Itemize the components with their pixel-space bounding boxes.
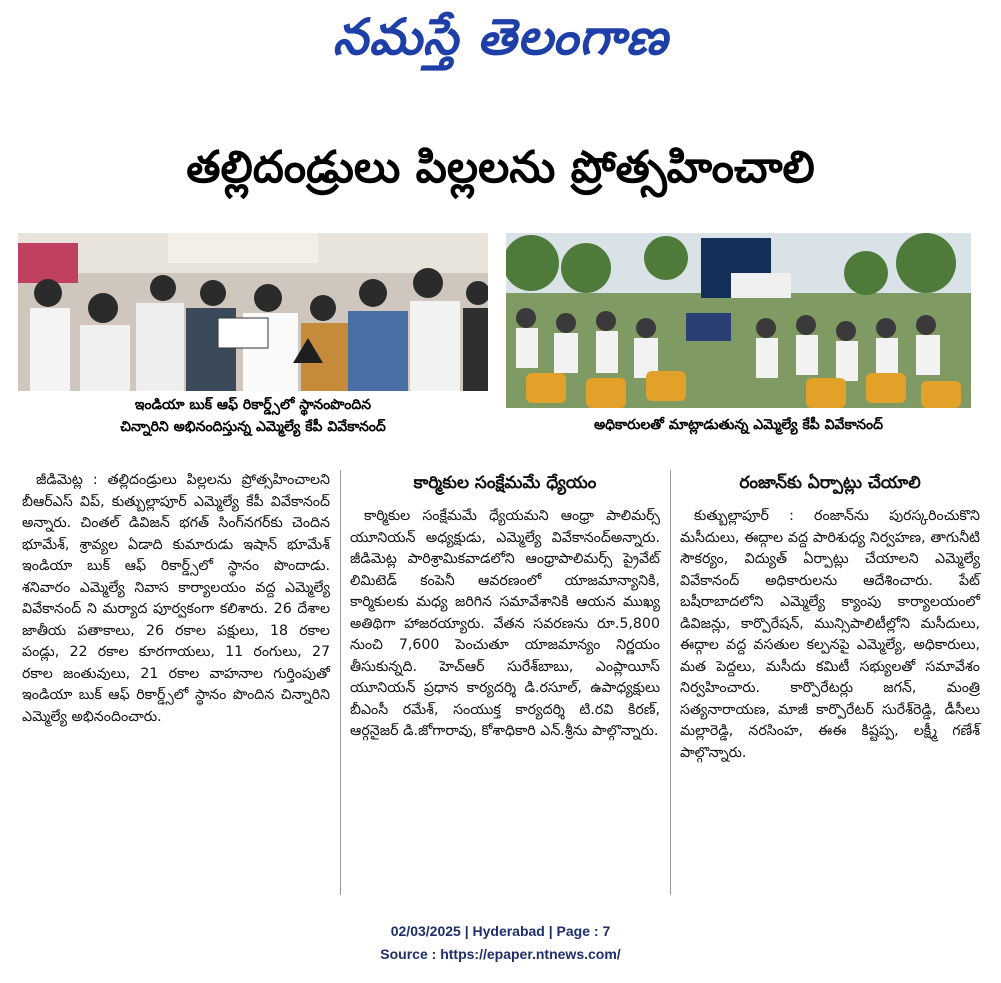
footer-dateline: 02/03/2025 | Hyderabad | Page : 7 [390,923,611,939]
footer-source: Source : https://epaper.ntnews.com/ [380,946,621,962]
article-col3 [680,470,980,764]
article-col3-body: కుత్బుల్లాపూర్ : రంజాన్‌ను పురస్కరించుకొని మసీదులు, ఈద్గాల వద్ద పారిశుధ్య నిర్వహణ, తాగునీటి సౌకర్యం, విద్యుత్ ఏర్పాట్లు చేయాలని ఎమ్మెల్యే వివేకానంద్ అధికారులను ఆదేశించారు. పేట్ బషీరాబాదలోని ఎమ్మెల్యే క్యాంపు కార్యాలయంలో డివిజన్లు, కార్పొరేషన్, మున్సిపాలిటీల్లోని మసీదులు, ఈద్గాల వద్ద వసతుల కల్పనపై ఎమ్మెల్యే, అధికారులు, మత పెద్దలు, మసీదు కమిటీ సభ్యులతో సమావేశం నిర్వహించారు. కార్పొరేటర్లు జగన్, మంత్రి సత్యనారాయణ, మాజీ కార్పొరేటర్ సురేశ్‌రెడ్డి, డీసీలు మల్లారెడ్డి, నరసింహ, ఈఈ కిష్టప్ప, లక్ష్మీ గణేశ్ పాల్గొన్నారు. [680,508,980,761]
photo-right-caption [506,414,971,436]
photo-left [18,233,488,391]
article-col3-heading: రంజాన్‌కు ఏర్పాట్లు చేయాలి [739,473,921,493]
article-col2-body: కార్మికుల సంక్షేమమే ధ్యేయమని ఆంధ్రా పాలిమర్స్ యూనియన్ అధ్యక్షుడు, ఎమ్మెల్యే వివేకానంద్‌అన్నారు. జీడిమెట్ల పారిశ్రామికవాడలోని ఆంధ్రాపాలిమర్స్ ప్రైవేట్ లిమిటెడ్ కంపెనీ ఆవరణంలో యాజమాన్యానికి, కార్మికులకు మధ్య జరిగిన సమావేశానికి ఆయన ముఖ్య అతిథిగా హాజరయ్యారు. వేతన సవరణను రూ.5,800 నుంచి 7,600 పెంచుతూ యాజమాన్యం నిర్ణయం తీసుకున్నది. హెచ్‌ఆర్ సురేశ్‌బాబు, ఎంప్లాయీస్ యూనియన్ ప్రధాన కార్యదర్శి డి.రసూల్, ఉపాధ్యక్షులు బీఎంసీ రమేశ్, సంయుక్త కార్యదర్శి టి.రవి కిరణ్, ఆర్గనైజర్ డి.జోగారావు, కోశాధికారి ఎన్.శ్రీను పాల్గొన్నారు. [350,508,660,739]
article-col1-body: జీడిమెట్ల : తల్లిదండ్రులు పిల్లలను ప్రోత్సహించాలని బీఆర్‌ఎస్ విప్, కుత్బుల్లాపూర్ ఎమ్మెల్యే కేపీ వివేకానంద్ అన్నారు. చింతల్ డివిజన్ భగత్ సింగ్‌నగర్‌కు చెందిన భూమేశ్, శ్రావ్యల ఏడాది కుమారుడు ఇషాన్ భూమేశ్ ఇండియా బుక్ ఆఫ్ రికార్డ్స్‌లో స్థానం పొందాడు. శనివారం ఎమ్మెల్యే నివాస కార్యాలయం వద్ద ఎమ్మెల్యే వివేకానంద్ ని మర్యాద పూర్వకంగా కలిశారు. 26 దేశాల జాతీయ పతాకాలు, 26 రకాల పక్షులు, 18 రకాల పండ్లు, 22 రకాల కూరగాయలు, 11 రంగులు, 27 రకాల జంతువులు, 21 రకాల వాహనాల గుర్తింపుతో ఇండియా బుక్ ఆఫ్ రికార్డ్స్‌లో స్థానం పొందిన చిన్నారిని ఎమ్మెల్యే అభినందించారు. [22,472,330,725]
photo-left-caption-line2: చిన్నారిని అభినందిస్తున్న ఎమ్మెల్యే కేపీ వివేకానంద్ [120,419,386,435]
photo-left-caption-line1: ఇండియా బుక్ ఆఫ్ రికార్డ్స్‌లో స్థానంపొందిన [134,397,372,413]
column-divider-2 [670,470,671,895]
photo-right-image [506,233,971,408]
photo-left-caption [18,394,488,438]
photo-right-caption-text: అధికారులతో మాట్లాడుతున్న ఎమ్మెల్యే కేపీ వివేకానంద్ [593,417,884,433]
article-col2-heading: కార్మికుల సంక్షేమమే ధ్యేయం [413,473,597,493]
article-col1 [22,470,330,728]
masthead-logo: నమస్తే తెలంగాణ [332,8,669,66]
masthead [0,0,1001,78]
photo-right [506,233,971,408]
headline: తల్లిదండ్రులు పిల్లలను ప్రోత్సహించాలి [186,142,815,193]
column-divider-1 [340,470,341,895]
photo-left-image [18,233,488,391]
article-col2 [350,470,660,743]
